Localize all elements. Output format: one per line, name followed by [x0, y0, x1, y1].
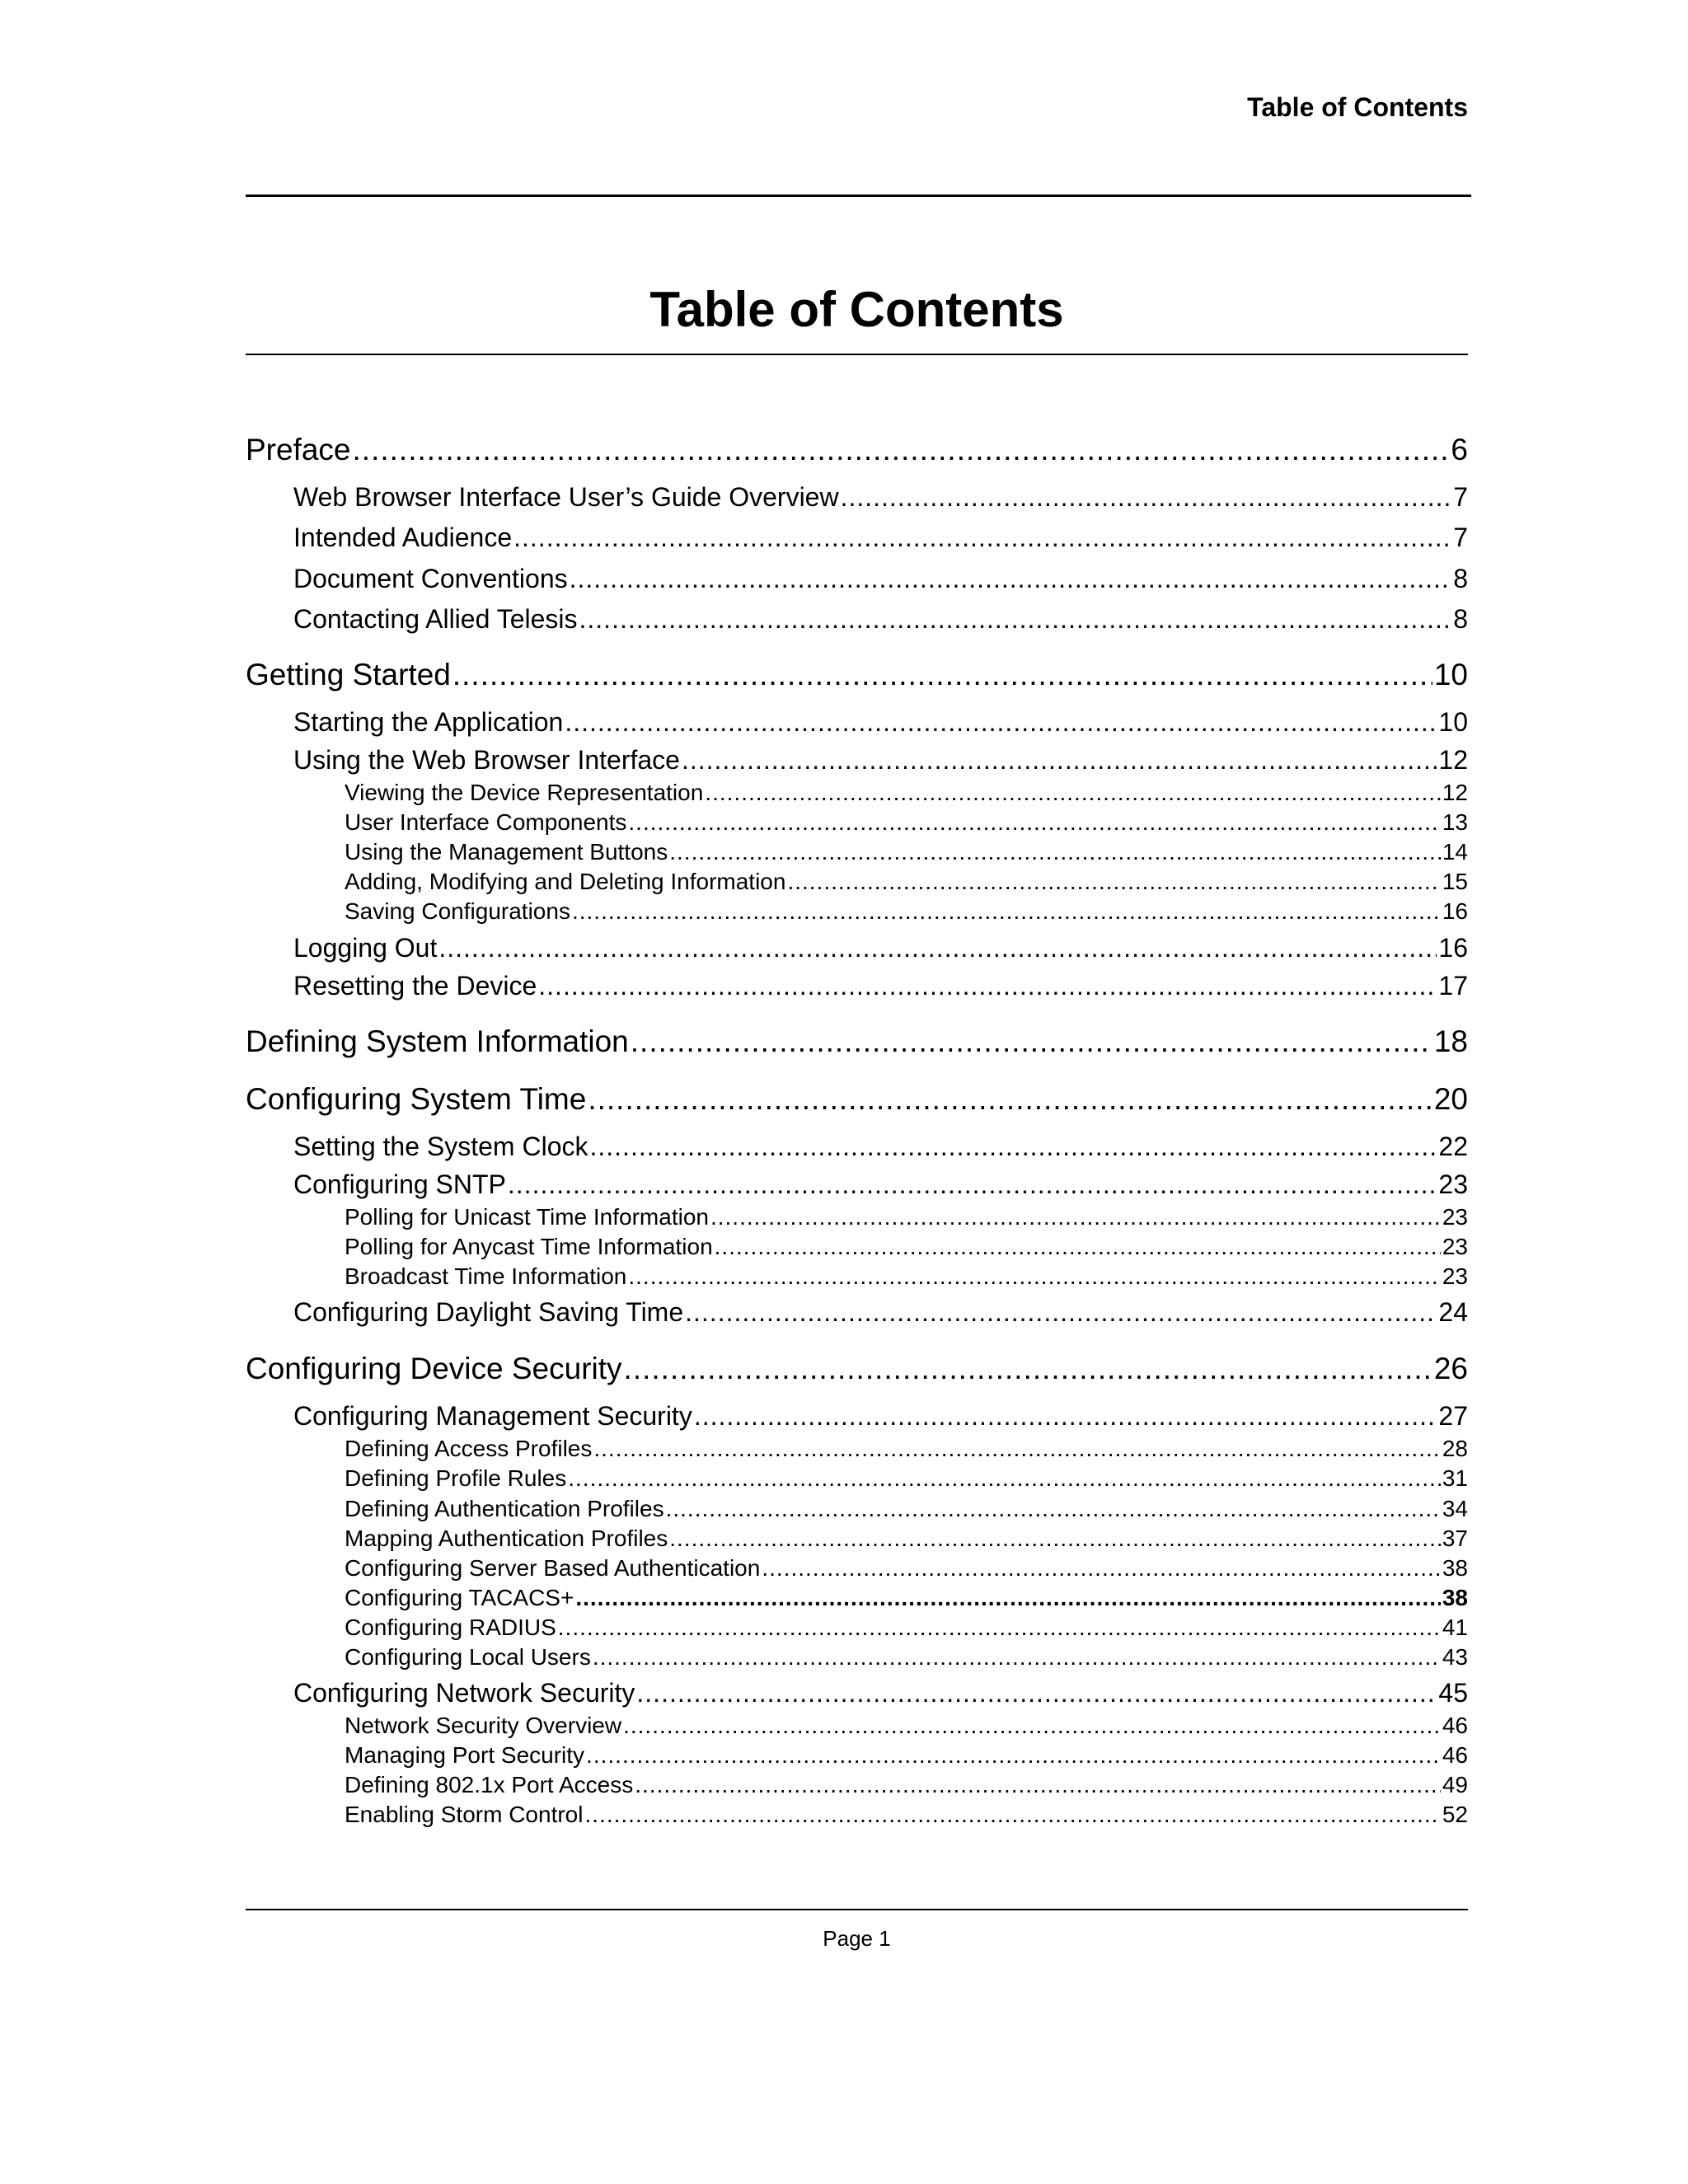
toc-entry-page: 23: [1442, 1204, 1468, 1230]
toc-entry[interactable]: [293, 482, 1468, 513]
toc-entry[interactable]: [345, 780, 1468, 806]
toc-entry[interactable]: [345, 809, 1468, 836]
toc-leader: [438, 933, 1437, 963]
toc-entry[interactable]: [293, 1401, 1468, 1432]
toc-entry-title: Web Browser Interface User’s Guide Overview: [293, 482, 839, 512]
toc-entry-title: Polling for Anycast Time Information: [345, 1234, 713, 1259]
toc-entry-title: Intended Audience: [293, 523, 513, 552]
toc-entry-page: 26: [1433, 1352, 1468, 1385]
toc-leader: [513, 523, 1451, 553]
toc-entry[interactable]: [345, 1465, 1468, 1492]
toc-leader: [624, 1352, 1432, 1386]
toc-entry[interactable]: [345, 1644, 1468, 1671]
footer-rule: [246, 1909, 1468, 1910]
toc-leader: [584, 1802, 1440, 1828]
toc-entry-page: 34: [1442, 1496, 1468, 1521]
toc-entry[interactable]: [246, 658, 1468, 692]
toc-entry-title: Saving Configurations: [345, 898, 570, 924]
toc-entry[interactable]: [246, 433, 1468, 467]
toc-entry[interactable]: [345, 869, 1468, 895]
toc-entry[interactable]: [345, 1436, 1468, 1462]
toc-entry-page: 16: [1438, 933, 1468, 963]
toc-entry-title: Configuring System Time: [246, 1082, 587, 1116]
toc-entry-title: Defining Authentication Profiles: [345, 1496, 664, 1521]
toc-entry-title: Resetting the Device: [293, 971, 537, 1001]
toc-entry-page: 12: [1442, 780, 1468, 805]
toc-entry-page: 41: [1442, 1615, 1468, 1640]
toc-leader: [593, 1644, 1441, 1671]
toc-leader: [705, 780, 1441, 806]
toc-leader: [593, 1436, 1440, 1462]
toc-entry-page: 22: [1438, 1132, 1468, 1161]
toc-entry[interactable]: [345, 1585, 1468, 1611]
toc-entry-title: Managing Port Security: [345, 1742, 585, 1768]
toc-entry[interactable]: [293, 707, 1468, 738]
toc-leader: [588, 1082, 1432, 1117]
toc-leader: [669, 839, 1441, 865]
title-rule: [246, 354, 1468, 355]
toc-leader: [568, 1465, 1441, 1492]
toc-entry-page: 15: [1442, 869, 1468, 894]
toc-entry[interactable]: [246, 1024, 1468, 1059]
running-header: Table of Contents: [1247, 92, 1468, 122]
toc-entry-title: Setting the System Clock: [293, 1132, 588, 1161]
toc-entry-title: Configuring Device Security: [246, 1352, 622, 1385]
toc-entry-title: Contacting Allied Telesis: [293, 604, 578, 634]
toc-leader: [682, 745, 1437, 776]
toc-entry[interactable]: [345, 839, 1468, 865]
toc-entry-page: 45: [1438, 1678, 1468, 1708]
toc-entry-title: Broadcast Time Information: [345, 1263, 627, 1289]
toc-leader: [572, 898, 1441, 925]
page-number: Page 1: [823, 1926, 891, 1951]
toc-leader: [586, 1742, 1441, 1769]
toc-entry-page: 7: [1453, 523, 1468, 552]
toc-entry-title: Defining 802.1x Port Access: [345, 1772, 634, 1797]
toc-entry-page: 14: [1442, 839, 1468, 865]
toc-entry[interactable]: [345, 1742, 1468, 1769]
toc-entry-page: 38: [1442, 1555, 1468, 1581]
toc-leader: [579, 604, 1452, 635]
toc-entry-page: 8: [1453, 604, 1468, 634]
toc-entry-page: 17: [1438, 971, 1468, 1001]
toc-leader: [589, 1132, 1437, 1162]
toc-entry-page: 24: [1438, 1297, 1468, 1327]
toc-leader: [558, 1615, 1441, 1641]
toc-leader: [353, 433, 1450, 467]
toc-leader: [628, 1263, 1440, 1290]
toc-leader: [666, 1496, 1441, 1522]
toc-entry-title: Logging Out: [293, 933, 438, 963]
toc-entry-page: 16: [1442, 898, 1468, 924]
toc-leader: [631, 1024, 1432, 1059]
toc-entry-title: Using the Web Browser Interface: [293, 745, 680, 775]
toc-entry[interactable]: [345, 1526, 1468, 1552]
page-title: Table of Contents: [649, 282, 1064, 337]
toc-entry-title: Defining System Information: [246, 1024, 629, 1058]
toc-leader: [565, 707, 1437, 738]
toc-entry-page: 23: [1442, 1263, 1468, 1289]
toc-entry[interactable]: [293, 1169, 1468, 1200]
toc-entry-title: Adding, Modifying and Deleting Information: [345, 869, 786, 894]
toc-entry[interactable]: [246, 1082, 1468, 1117]
toc-entry-title: Viewing the Device Representation: [345, 780, 704, 805]
toc-entry-title: Polling for Unicast Time Information: [345, 1204, 709, 1230]
toc-entry-page: 27: [1438, 1401, 1468, 1431]
toc-leader: [715, 1234, 1441, 1260]
toc-entry-title: Configuring Daylight Saving Time: [293, 1297, 684, 1327]
toc-entry[interactable]: [345, 898, 1468, 925]
toc-entry-title: Configuring SNTP: [293, 1169, 506, 1199]
toc-entry-page: 20: [1433, 1082, 1468, 1116]
toc-entry[interactable]: [345, 1772, 1468, 1798]
toc-entry-page: 13: [1442, 809, 1468, 835]
toc-entry-page: 31: [1442, 1465, 1468, 1491]
toc-entry[interactable]: [293, 604, 1468, 635]
toc-leader: [710, 1204, 1441, 1230]
toc-entry-title: Document Conventions: [293, 564, 568, 593]
toc-entry[interactable]: [293, 1678, 1468, 1708]
toc-entry-page: 8: [1453, 564, 1468, 593]
toc-entry[interactable]: [246, 1352, 1468, 1386]
toc-entry-page: 46: [1442, 1713, 1468, 1738]
toc-entry[interactable]: [293, 1297, 1468, 1328]
toc-entry-title: Configuring Management Security: [293, 1401, 692, 1431]
toc-entry-title: Getting Started: [246, 658, 451, 691]
toc-entry-title: Starting the Application: [293, 707, 564, 737]
toc-leader: [841, 482, 1452, 513]
toc-entry-page: 7: [1453, 482, 1468, 512]
toc-entry-page: 23: [1442, 1234, 1468, 1259]
toc-entry-page: 10: [1438, 707, 1468, 737]
toc-entry-title: Mapping Authentication Profiles: [345, 1526, 668, 1551]
toc-entry-page: 49: [1442, 1772, 1468, 1797]
toc-entry[interactable]: [345, 1615, 1468, 1641]
toc-leader: [452, 658, 1432, 692]
toc-entry-title: Enabling Storm Control: [345, 1802, 584, 1827]
toc-entry[interactable]: [293, 971, 1468, 1001]
toc-entry-page: 52: [1442, 1802, 1468, 1827]
toc-entry[interactable]: [345, 1555, 1468, 1582]
toc-leader: [538, 971, 1437, 1001]
toc-entry-page: 18: [1433, 1024, 1468, 1058]
toc-entry-title: Using the Management Buttons: [345, 839, 668, 865]
toc-entry[interactable]: [293, 1132, 1468, 1162]
toc-leader: [508, 1169, 1437, 1200]
toc-entry-title: Defining Profile Rules: [345, 1465, 567, 1491]
toc-leader: [685, 1297, 1437, 1328]
toc-entry-page: 37: [1442, 1526, 1468, 1551]
toc-entry-page: 28: [1442, 1436, 1468, 1461]
toc-entry-page: 23: [1438, 1169, 1468, 1199]
toc-entry-page: 6: [1451, 433, 1468, 466]
toc-entry-page: 38: [1442, 1585, 1468, 1610]
toc-leader: [635, 1772, 1441, 1798]
toc-leader: [623, 1713, 1441, 1739]
header-rule: [246, 194, 1471, 197]
toc-leader: [636, 1678, 1437, 1708]
toc-entry[interactable]: [293, 523, 1468, 553]
toc-entry-title: Network Security Overview: [345, 1713, 622, 1738]
toc-leader: [628, 809, 1440, 836]
toc-entry-title: Defining Access Profiles: [345, 1436, 593, 1461]
toc-leader: [694, 1401, 1437, 1432]
toc-entry[interactable]: [293, 933, 1468, 963]
toc-entry-page: 46: [1442, 1742, 1468, 1768]
toc-entry[interactable]: [293, 564, 1468, 594]
toc-leader: [570, 564, 1452, 594]
toc-entry[interactable]: [345, 1496, 1468, 1522]
toc-entry-title: Configuring Local Users: [345, 1644, 591, 1670]
toc-entry[interactable]: [345, 1802, 1468, 1828]
toc-entry-page: 12: [1438, 745, 1468, 775]
toc-entry-title: User Interface Components: [345, 809, 627, 835]
toc-leader: [762, 1555, 1441, 1582]
toc-entry-title: Preface: [246, 433, 351, 466]
toc-entry-title: Configuring Server Based Authentication: [345, 1555, 761, 1581]
toc-leader: [575, 1585, 1441, 1611]
toc-leader: [787, 869, 1440, 895]
toc-leader: [669, 1526, 1441, 1552]
toc-entry[interactable]: [345, 1263, 1468, 1290]
toc-entry[interactable]: [293, 745, 1468, 776]
toc-entry-title: Configuring TACACS+: [345, 1585, 574, 1610]
toc-entry[interactable]: [345, 1204, 1468, 1230]
toc-entry[interactable]: [345, 1234, 1468, 1260]
toc-entry-page: 43: [1442, 1644, 1468, 1670]
toc-entry[interactable]: [345, 1713, 1468, 1739]
toc-entry-title: Configuring RADIUS: [345, 1615, 556, 1640]
toc-entry-title: Configuring Network Security: [293, 1678, 635, 1708]
toc-entry-page: 10: [1433, 658, 1468, 691]
